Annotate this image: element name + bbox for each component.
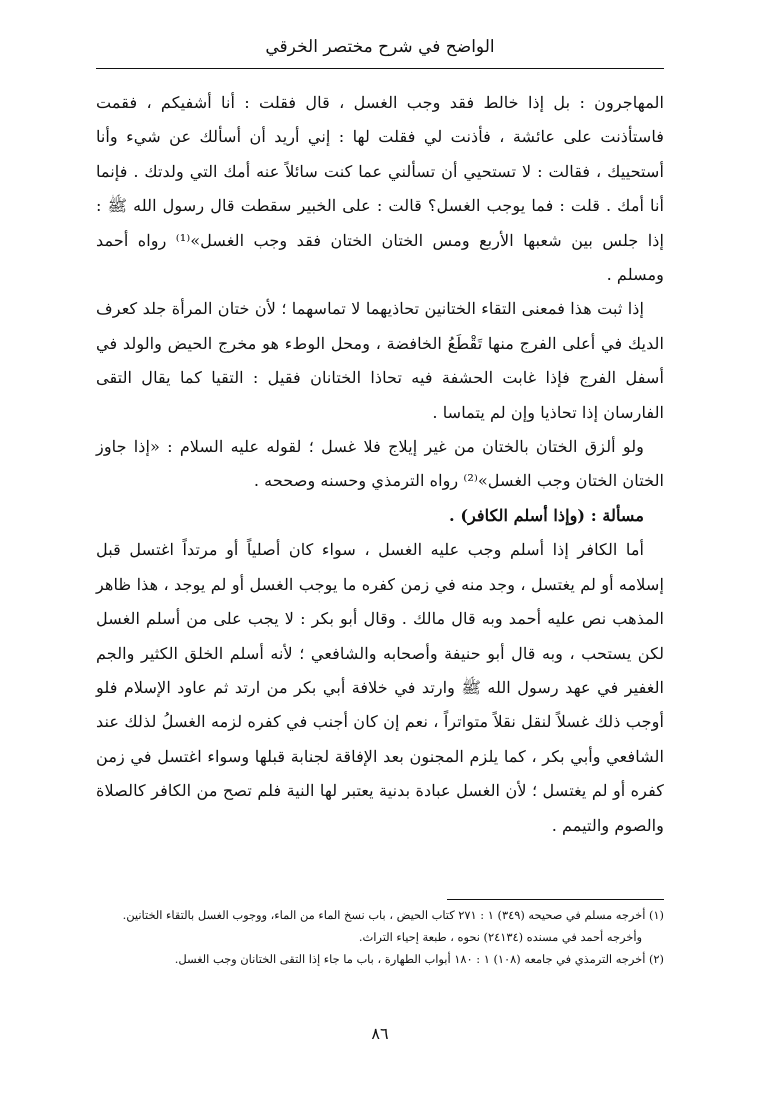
- paragraph-no-penetration: ولو ألزق الختان بالختان من غير إيلاج فلا غسل ؛ لقوله عليه السلام : «إذا جاوز الختان الختان وجب الغسل»⁽²⁾ رواه الترمذي وحسنه وصححه .: [96, 437, 664, 491]
- paragraph-convert-ghusl: أما الكافر إذا أسلم وجب عليه الغسل ، سواء كان أصلياً أو مرتداً اغتسل قبل إسلامه أو لم يغتسل ، وجد منه في زمن كفره ما يوجب الغسل أو لم يوجد ، هذا ظاهر المذهب نص عليه أحمد وبه قال مالك . وقال أبو بكر : لا يجب على من أسلم الغسل لكن يستحب ، وبه قال أبو حنيفة وأصحابه والشافعي ؛ لأنه أسلم الخلق الكثير والجم الغفير في عهد رسول الله ﷺ وارتد في خلافة أبي بكر من ارتد ثم عاود الإسلام فلو أوجب ذلك غسلاً لنقل نقلاً متواتراً ، نعم إن كان أجنب في كفره لزمه الغسلُ لذلك عند الشافعي وأبي بكر ، كما يلزم المجنون بعد الإفاقة لجنابة قبلها وسواء اغتسل في زمن كفره أو لم يغتسل ؛ لأن الغسل عبادة بدنية يعتبر لها النية فلم تصح من الكافر كالصلاة والصوم والتيمم .: [96, 540, 664, 835]
- page-number: ٨٦: [371, 1024, 389, 1043]
- footnote-rule: [447, 899, 664, 900]
- footnote-1: (١) أخرجه مسلم في صحيحه (٣٤٩) ١ : ٢٧١ كتاب الحيض ، باب نسخ الماء من الماء، ووجوب الغسل بالتقاء الختانين.: [122, 908, 664, 922]
- main-text: [96, 86, 664, 843]
- footnote-1-continuation: وأخرجه أحمد في مسنده (٢٤١٣٤) نحوه ، طبعة إحياء التراث.: [358, 930, 642, 944]
- footnotes: [96, 904, 664, 970]
- paragraph-hadith-continuation: المهاجرون : بل إذا خالط فقد وجب الغسل ، قال فقلت : أنا أشفيكم ، فقمت فاستأذنت على عائشة ، فأذنت لي فقلت لها : إني أريد أن أسألك عن شيء وأنا أستحييك ، فقالت : لا تستحيي أن تسألني عما كنت سائلاً عنه أمك التي ولدتك . فإنما أنا أمك . قلت : فما يوجب الغسل؟ قالت : على الخبير سقطت قال رسول الله ﷺ : إذا جلس بين شعبها الأربع ومس الختان الختان فقد وجب الغسل»⁽¹⁾ رواه أحمد ومسلم .: [96, 93, 664, 285]
- header-rule: [96, 68, 664, 69]
- paragraph-meeting-definition: إذا ثبت هذا فمعنى التقاء الختانين تحاذيهما لا تماسهما ؛ لأن ختان المرأة جلد كعرف الديك في أعلى الفرج منها تَقْطَعُ الخافضة ، ومحل الوطء هو مخرج الحيض والولد في أسفل الفرج فإذا غابت الحشفة فيه تحاذا الختانان فقيل : التقيا كما يقال التقى الفارسان إذا تحاذيا وإن لم يتماسا .: [96, 299, 664, 422]
- footnote-2: (٢) أخرجه الترمذي في جامعه (١٠٨) ١ : ١٨٠ أبواب الطهارة ، باب ما جاء إذا التقى الختانان وجب الغسل.: [174, 952, 664, 966]
- issue-heading: مسألة : (وإذا أسلم الكافر) .: [449, 505, 644, 525]
- running-header: الواضح في شرح مختصر الخرقي: [265, 37, 495, 57]
